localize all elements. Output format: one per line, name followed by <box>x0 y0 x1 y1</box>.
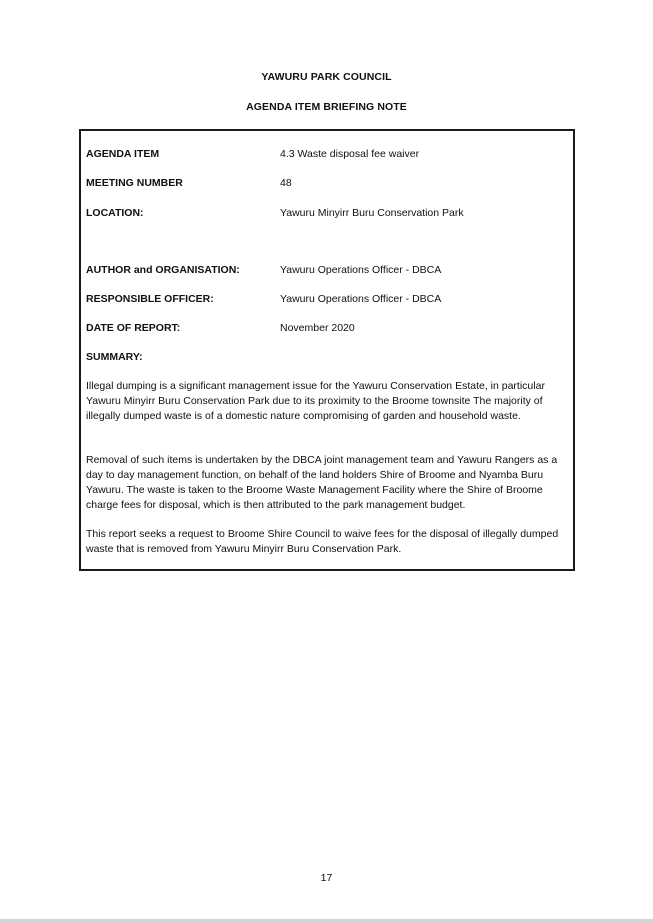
responsible-officer-label: RESPONSIBLE OFFICER: <box>86 293 214 305</box>
agenda-item-value: 4.3 Waste disposal fee waiver <box>280 148 420 160</box>
meeting-number-label: MEETING NUMBER <box>86 177 183 189</box>
agenda-item-label: AGENDA ITEM <box>86 148 160 160</box>
author-label: AUTHOR and ORGANISATION: <box>86 264 240 276</box>
summary-paragraph: This report seeks a request to Broome Shire Council to waive fees for the disposal of illegally dumped waste that is removed from Yawuru Minyirr Buru Conservation Park. <box>86 528 559 555</box>
council-heading: YAWURU PARK COUNCIL <box>261 71 392 83</box>
author-value: Yawuru Operations Officer - DBCA <box>280 264 442 276</box>
date-of-report-label: DATE OF REPORT: <box>86 322 181 334</box>
location-label: LOCATION: <box>86 207 144 219</box>
page-bottom-divider <box>0 919 653 923</box>
summary-paragraph: Removal of such items is undertaken by the DBCA joint management team and Yawuru Rangers as a day to day management function, on behalf of the land holders Shire of Broome and Nyamba Buru Yawuru. The waste is taken to the Broome Waste Management Facility where the Shire of Broome charge fees for disposal, which is then attributed to the park management budget. <box>86 454 558 511</box>
date-of-report-value: November 2020 <box>280 322 355 334</box>
page-number: 17 <box>320 872 333 884</box>
meeting-number-value: 48 <box>280 177 292 189</box>
location-value: Yawuru Minyirr Buru Conservation Park <box>280 207 464 219</box>
responsible-officer-value: Yawuru Operations Officer - DBCA <box>280 293 442 305</box>
summary-paragraph: Illegal dumping is a significant management issue for the Yawuru Conservation Estate, in particular Yawuru Minyirr Buru Conservation Park due to its proximity to the Broome townsite The majority of illegally dumped waste is of a domestic nature compromising of garden and household waste. <box>86 380 545 422</box>
briefing-details-box <box>79 129 575 571</box>
briefing-note-title: AGENDA ITEM BRIEFING NOTE <box>246 101 407 113</box>
summary-label: SUMMARY: <box>86 351 143 363</box>
